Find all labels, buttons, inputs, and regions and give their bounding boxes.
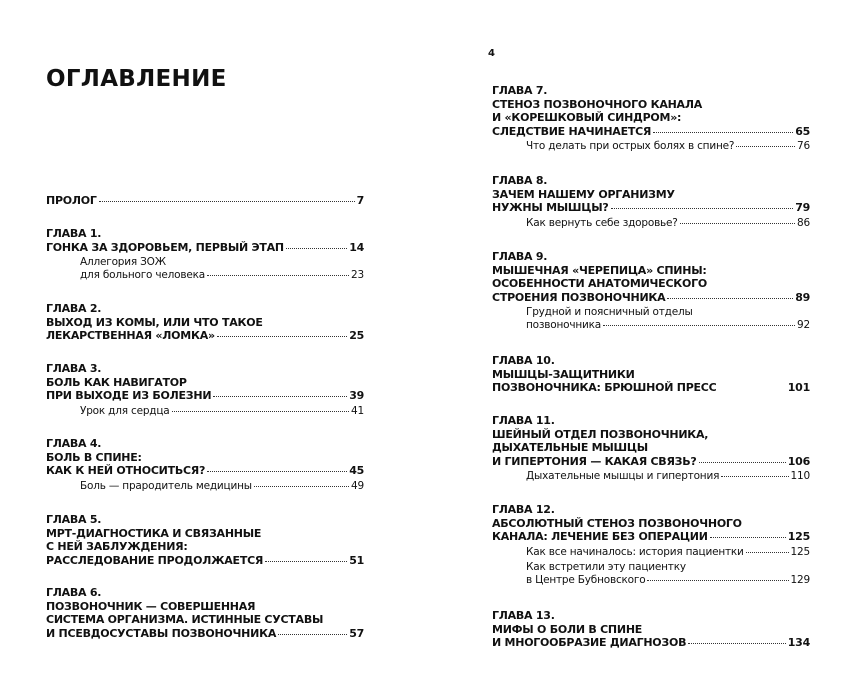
chapter-title: И «КОРЕШКОВЫЙ СИНДРОМ»:	[492, 111, 682, 124]
chapter-title: ЗАЧЕМ НАШЕМУ ОРГАНИЗМУ	[492, 187, 675, 201]
chapter-title: И МНОГООБРАЗИЕ ДИАГНОЗОВ	[492, 636, 687, 649]
toc-entry-chapter-11	[492, 414, 810, 483]
page-number: 45	[349, 464, 364, 477]
dot-leader	[278, 634, 347, 635]
chapter-title: КАНАЛА: ЛЕЧЕНИЕ БЕЗ ОПЕРАЦИИ	[492, 530, 708, 543]
toc-entry-chapter-8	[492, 174, 810, 230]
toc-entry-prolog	[46, 194, 364, 208]
dot-leader	[99, 201, 355, 202]
dot-leader	[667, 298, 793, 299]
chapter-title: СИСТЕМА ОРГАНИЗМА. ИСТИННЫЕ СУСТАВЫ	[46, 613, 324, 626]
chapter-label: ГЛАВА 9.	[492, 250, 548, 263]
chapter-label: ГЛАВА 11.	[492, 414, 555, 427]
page-number: 89	[795, 290, 810, 304]
dot-leader	[710, 537, 786, 538]
chapter-title: НУЖНЫ МЫШЦЫ?	[492, 201, 609, 214]
toc-entry-chapter-4	[46, 437, 364, 493]
chapter-label: ГЛАВА 10.	[492, 354, 555, 367]
chapter-label: ГЛАВА 2.	[46, 302, 102, 315]
chapter-title: ПОЗВОНОЧНИК — СОВЕРШЕННАЯ	[46, 599, 256, 613]
dot-leader	[736, 146, 795, 147]
dot-leader	[207, 471, 347, 472]
dot-leader	[680, 223, 795, 224]
subsection-title: Как встретили эту пациентку	[526, 560, 686, 573]
subsection-title: Грудной и поясничный отделы	[526, 306, 693, 318]
chapter-title: ЛЕКАРСТВЕННАЯ «ЛОМКА»	[46, 329, 215, 342]
chapter-title: ОСОБЕННОСТИ АНАТОМИЧЕСКОГО	[492, 277, 707, 290]
chapter-title: БОЛЬ КАК НАВИГАТОР	[46, 375, 187, 389]
chapter-title: АБСОЛЮТНЫЙ СТЕНОЗ ПОЗВОНОЧНОГО	[492, 516, 742, 530]
chapter-label: ГЛАВА 7.	[492, 84, 548, 97]
dot-leader	[688, 643, 786, 644]
dot-leader	[611, 208, 794, 209]
page-number: 110	[790, 470, 810, 482]
subsection-title: позвоночника	[526, 319, 602, 331]
chapter-title: СЛЕДСТВИЕ НАЧИНАЕТСЯ	[492, 124, 652, 138]
page-number: 7	[356, 194, 364, 207]
folio-page-number: 4	[488, 48, 495, 59]
chapter-label: ГЛАВА 13.	[492, 609, 555, 622]
dot-leader	[718, 388, 785, 389]
subsection-title: Аллегория ЗОЖ	[80, 256, 166, 268]
chapter-title: ГОНКА ЗА ЗДОРОВЬЕМ, ПЕРВЫЙ ЭТАП	[46, 240, 284, 254]
page-number: 39	[349, 389, 364, 402]
chapter-title: КАК К НЕЙ ОТНОСИТЬСЯ?	[46, 464, 206, 477]
toc-entry-chapter-7	[492, 84, 810, 153]
page-number: 41	[351, 404, 364, 417]
chapter-title: МИФЫ О БОЛИ В СПИНЕ	[492, 622, 643, 636]
chapter-title: ПОЗВОНОЧНИКА: БРЮШНОЙ ПРЕСС	[492, 381, 717, 394]
chapter-label: ГЛАВА 3.	[46, 362, 102, 375]
dot-leader	[699, 462, 786, 463]
chapter-title: РАССЛЕДОВАНИЕ ПРОДОЛЖАЕТСЯ	[46, 553, 264, 567]
chapter-label: ГЛАВА 8.	[492, 174, 548, 187]
chapter-label: ГЛАВА 4.	[46, 437, 102, 450]
page-number: 49	[351, 479, 364, 492]
toc-entry-chapter-5	[46, 513, 364, 567]
subsection-title: Урок для сердца	[80, 404, 170, 417]
dot-leader	[721, 476, 788, 477]
dot-leader	[172, 411, 349, 412]
subsection-title: для больного человека	[80, 269, 206, 281]
page-number: 79	[795, 201, 810, 214]
right-page	[428, 0, 856, 696]
page-number: 125	[787, 530, 810, 543]
chapter-title: СТЕНОЗ ПОЗВОНОЧНОГО КАНАЛА	[492, 97, 702, 111]
chapter-title: ДЫХАТЕЛЬНЫЕ МЫШЦЫ	[492, 441, 648, 454]
chapter-title: ПРИ ВЫХОДЕ ИЗ БОЛЕЗНИ	[46, 389, 212, 402]
chapter-title: ШЕЙНЫЙ ОТДЕЛ ПОЗВОНОЧНИКА,	[492, 427, 709, 441]
chapter-label: ГЛАВА 6.	[46, 586, 102, 599]
toc-entry-chapter-13	[492, 609, 810, 650]
page-number: 92	[797, 319, 810, 331]
entry-title: ПРОЛОГ	[46, 194, 97, 207]
subsection-title: в Центре Бубновского	[526, 573, 646, 586]
toc-entry-chapter-9	[492, 250, 810, 332]
dot-leader	[647, 580, 788, 581]
page-number: 25	[349, 329, 364, 342]
toc-title: ОГЛАВЛЕНИЕ	[46, 66, 227, 92]
toc-entry-chapter-1	[46, 227, 364, 282]
toc-entry-chapter-10	[492, 354, 810, 395]
chapter-title: С НЕЙ ЗАБЛУЖДЕНИЯ:	[46, 540, 188, 553]
toc-entry-chapter-12	[492, 503, 810, 587]
page-number: 14	[349, 240, 364, 254]
chapter-title: МЫШЦЫ-ЗАЩИТНИКИ	[492, 367, 635, 381]
page-number: 101	[787, 381, 810, 394]
chapter-title: И ГИПЕРТОНИЯ — КАКАЯ СВЯЗЬ?	[492, 454, 697, 468]
page-number: 57	[349, 626, 364, 640]
chapter-label: ГЛАВА 5.	[46, 513, 102, 526]
page-number: 106	[787, 454, 810, 468]
chapter-title: МЫШЕЧНАЯ «ЧЕРЕПИЦА» СПИНЫ:	[492, 263, 707, 277]
page-number: 76	[797, 140, 810, 152]
dot-leader	[217, 336, 347, 337]
dot-leader	[286, 248, 347, 249]
page-number: 23	[351, 269, 364, 281]
page-number: 134	[787, 636, 810, 649]
dot-leader	[603, 325, 795, 326]
chapter-label: ГЛАВА 12.	[492, 503, 555, 516]
dot-leader	[746, 552, 789, 553]
page-number: 129	[790, 573, 810, 586]
page-number: 51	[349, 553, 364, 567]
subsection-title: Дыхательные мышцы и гипертония	[526, 470, 720, 482]
dot-leader	[207, 275, 349, 276]
toc-entry-chapter-3	[46, 362, 364, 418]
subsection-title: Что делать при острых болях в спине?	[526, 140, 735, 152]
dot-leader	[265, 561, 347, 562]
dot-leader	[254, 486, 349, 487]
chapter-label: ГЛАВА 1.	[46, 227, 102, 240]
subsection-title: Как все начиналось: история пациентки	[526, 545, 744, 558]
dot-leader	[653, 132, 793, 133]
chapter-title: СТРОЕНИЯ ПОЗВОНОЧНИКА	[492, 290, 666, 304]
page-number: 65	[795, 124, 810, 138]
toc-entry-chapter-6	[46, 586, 364, 640]
chapter-title: БОЛЬ В СПИНЕ:	[46, 450, 142, 464]
toc-entry-chapter-2	[46, 302, 364, 343]
chapter-title: МРТ-ДИАГНОСТИКА И СВЯЗАННЫЕ	[46, 526, 262, 540]
page-number: 125	[790, 545, 810, 558]
subsection-title: Как вернуть себе здоровье?	[526, 216, 678, 229]
dot-leader	[213, 396, 347, 397]
chapter-title: И ПСЕВДОСУСТАВЫ ПОЗВОНОЧНИКА	[46, 626, 277, 640]
subsection-title: Боль — прародитель медицины	[80, 479, 252, 492]
page-number: 86	[797, 216, 810, 229]
chapter-title: ВЫХОД ИЗ КОМЫ, ИЛИ ЧТО ТАКОЕ	[46, 315, 263, 329]
